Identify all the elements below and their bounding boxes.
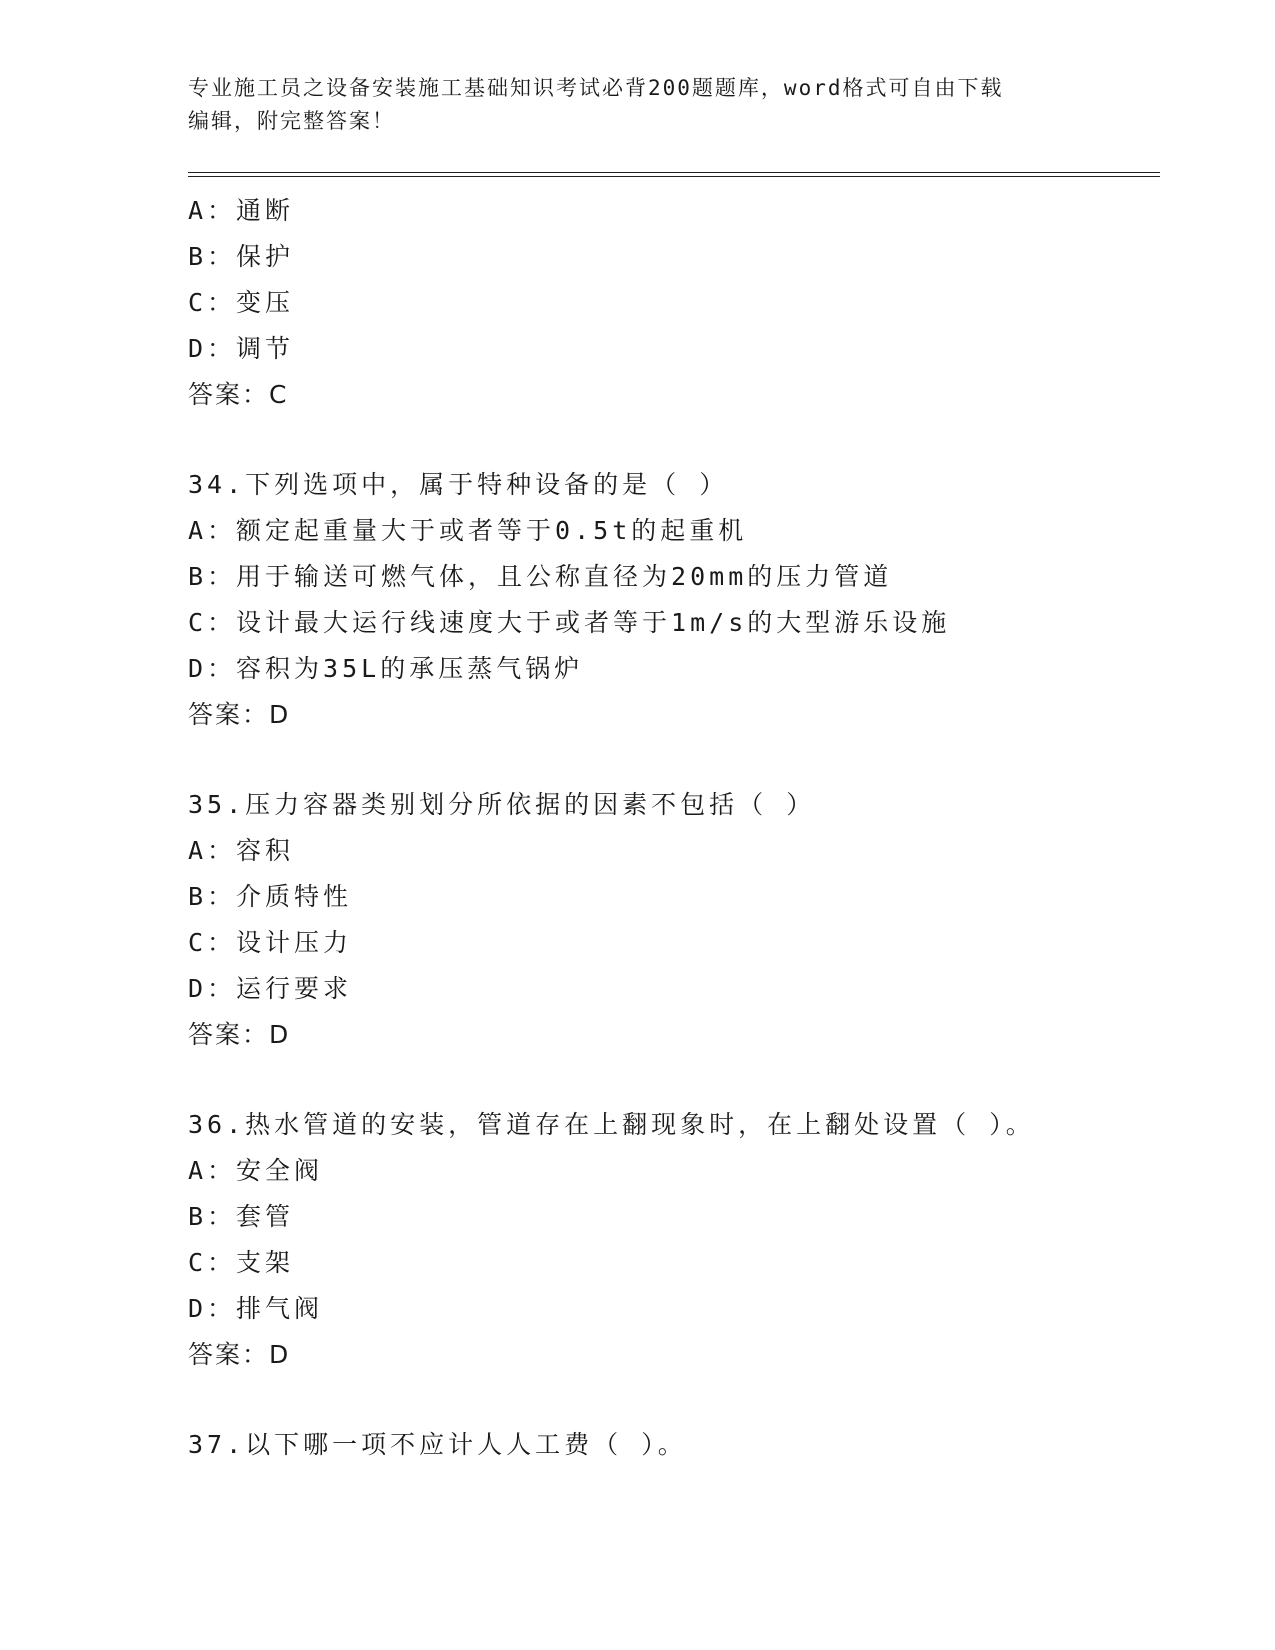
document-header <box>188 72 1088 138</box>
option-a: A：通断 <box>188 196 295 225</box>
option-c: C：变压 <box>188 288 295 317</box>
header-rule-bottom <box>188 176 1160 177</box>
option-d: D：调节 <box>188 334 295 363</box>
option-a: A：额定起重量大于或者等于0.5t的起重机 <box>188 516 748 545</box>
option-b: B：用于输送可燃气体，且公称直径为20mm的压力管道 <box>188 562 893 591</box>
header-rule-top <box>188 172 1160 173</box>
question-list <box>188 188 1168 1468</box>
option-d: D：运行要求 <box>188 974 353 1003</box>
option-a: A：容积 <box>188 836 295 865</box>
answer: 答案：D <box>188 1340 291 1369</box>
option-a: A：安全阀 <box>188 1156 324 1185</box>
answer: 答案：D <box>188 1020 291 1049</box>
option-b: B：套管 <box>188 1202 295 1231</box>
option-b: B：介质特性 <box>188 882 353 911</box>
question-stem: 37.以下哪一项不应计人人工费（ ）。 <box>188 1430 687 1459</box>
header-line-1: 专业施工员之设备安装施工基础知识考试必背200题题库，word格式可自由下载 <box>188 76 1004 100</box>
question-stem: 34.下列选项中，属于特种设备的是（ ） <box>188 470 729 499</box>
question-stem: 36.热水管道的安装，管道存在上翻现象时，在上翻处设置（ ）。 <box>188 1110 1035 1139</box>
option-c: C：支架 <box>188 1248 295 1277</box>
option-d: D：容积为35L的承压蒸气锅炉 <box>188 654 584 683</box>
option-b: B：保护 <box>188 242 295 271</box>
option-d: D：排气阀 <box>188 1294 324 1323</box>
question-stem: 35.压力容器类别划分所依据的因素不包括（ ） <box>188 790 816 819</box>
option-c: C：设计压力 <box>188 928 353 957</box>
answer: 答案：D <box>188 700 291 729</box>
option-c: C：设计最大运行线速度大于或者等于1m/s的大型游乐设施 <box>188 608 951 637</box>
header-line-2: 编辑，附完整答案！ <box>188 109 395 133</box>
answer: 答案：C <box>188 380 289 409</box>
